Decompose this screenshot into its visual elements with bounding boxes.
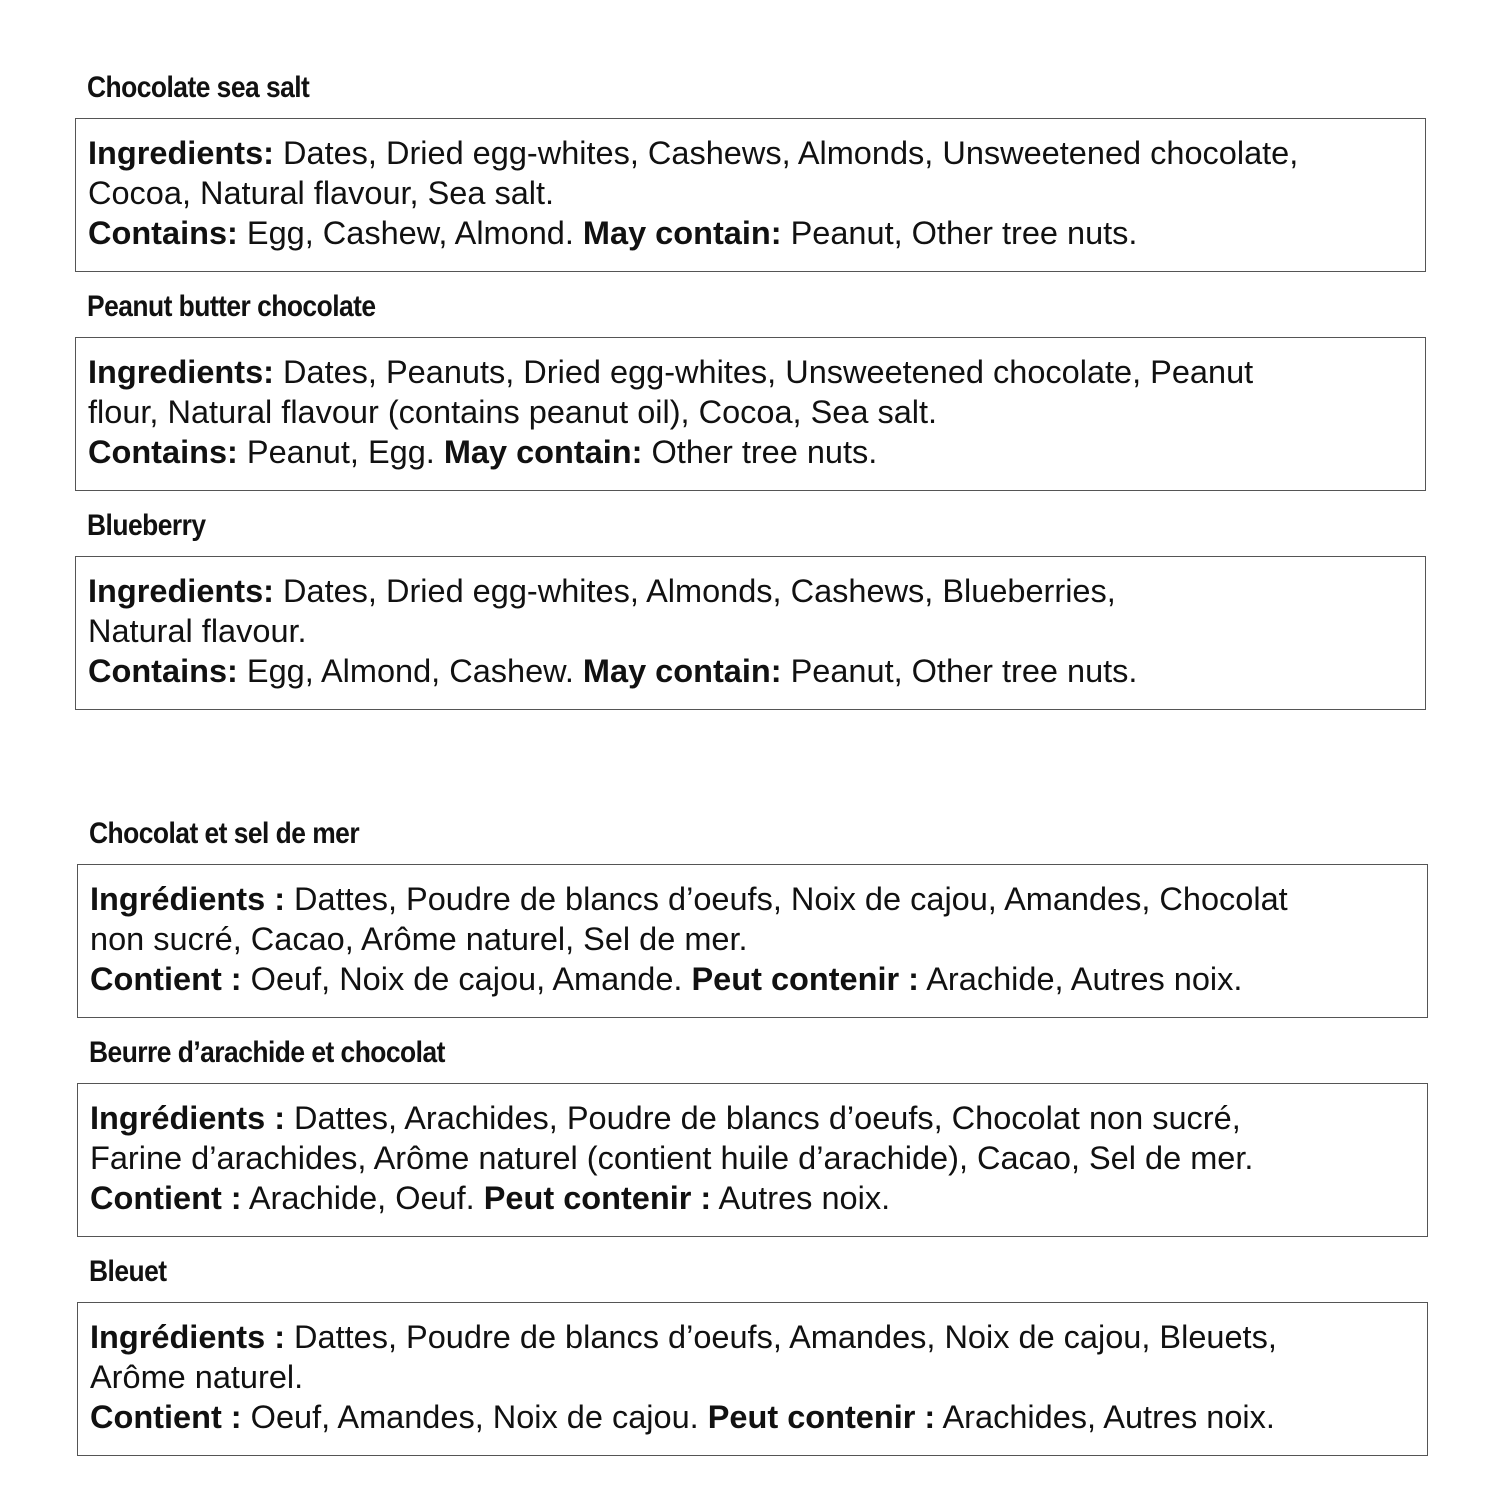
- ingredients-line: [90, 1098, 1415, 1138]
- ingredients-text: Dates, Peanuts, Dried egg-whites, Unsweetened chocolate, Peanut: [274, 354, 1254, 390]
- contains-text: Oeuf, Amandes, Noix de cajou.: [241, 1399, 708, 1435]
- ingredients-text: Dattes, Poudre de blancs d’oeufs, Amandes, Noix de cajou, Bleuets,: [285, 1319, 1277, 1355]
- may-contain-label: Peut contenir :: [483, 1180, 712, 1216]
- contains-text: Oeuf, Noix de cajou, Amande.: [241, 961, 692, 997]
- may-contain-text: Arachides, Autres noix.: [935, 1399, 1275, 1435]
- contains-text: Egg, Almond, Cashew.: [237, 653, 583, 689]
- product-title: Beurre d’arachide et chocolat: [89, 1036, 445, 1069]
- ingredients-line: [90, 879, 1415, 919]
- contains-label: Contient :: [90, 1399, 242, 1435]
- product-title: Bleuet: [89, 1255, 167, 1288]
- may-contain-label: May contain:: [443, 434, 643, 470]
- ingredients-line-continued: non sucré, Cacao, Arôme naturel, Sel de mer.: [90, 921, 748, 957]
- ingredients-box: [77, 1083, 1428, 1237]
- ingredients-line-continued: Cocoa, Natural flavour, Sea salt.: [88, 175, 555, 211]
- french-ingredients-section: [77, 816, 1428, 1473]
- allergen-line: [88, 213, 1413, 253]
- contains-text: Egg, Cashew, Almond.: [237, 215, 583, 251]
- ingredients-box: [75, 118, 1426, 272]
- contains-label: Contient :: [90, 1180, 242, 1216]
- ingredients-label: Ingredients:: [88, 573, 274, 609]
- contains-text: Peanut, Egg.: [237, 434, 444, 470]
- may-contain-text: Other tree nuts.: [642, 434, 878, 470]
- ingredients-label: Ingrédients :: [90, 881, 286, 917]
- product-title: Chocolate sea salt: [87, 71, 310, 104]
- contains-label: Contains:: [88, 215, 238, 251]
- ingredients-label: Ingrédients :: [90, 1319, 286, 1355]
- allergen-line: [90, 959, 1415, 999]
- ingredients-text: Dattes, Poudre de blancs d’oeufs, Noix de cajou, Amandes, Chocolat: [285, 881, 1288, 917]
- may-contain-label: Peut contenir :: [691, 961, 920, 997]
- may-contain-text: Peanut, Other tree nuts.: [781, 215, 1138, 251]
- allergen-line: [90, 1397, 1415, 1437]
- product-title: Peanut butter chocolate: [87, 290, 376, 323]
- ingredients-box: [75, 556, 1426, 710]
- ingredients-line-continued: Arôme naturel.: [90, 1359, 304, 1395]
- ingredients-box: [75, 337, 1426, 491]
- may-contain-text: Peanut, Other tree nuts.: [781, 653, 1138, 689]
- ingredients-text: Dates, Dried egg-whites, Almonds, Cashews, Blueberries,: [274, 573, 1116, 609]
- ingredients-line-continued: flour, Natural flavour (contains peanut oil), Cocoa, Sea salt.: [88, 394, 938, 430]
- ingredients-line: [88, 133, 1413, 173]
- ingredients-line: [90, 1317, 1415, 1357]
- may-contain-text: Arachide, Autres noix.: [919, 961, 1243, 997]
- product-title: Chocolat et sel de mer: [89, 817, 360, 850]
- allergen-line: [90, 1178, 1415, 1218]
- may-contain-text: Autres noix.: [711, 1180, 891, 1216]
- allergen-line: [88, 651, 1413, 691]
- ingredients-label: Ingredients:: [88, 354, 274, 390]
- ingredients-line-continued: Farine d’arachides, Arôme naturel (contient huile d’arachide), Cacao, Sel de mer.: [90, 1140, 1254, 1176]
- contains-label: Contient :: [90, 961, 242, 997]
- ingredients-label: Ingrédients :: [90, 1100, 286, 1136]
- may-contain-label: May contain:: [582, 215, 782, 251]
- ingredients-box: [77, 864, 1428, 1018]
- ingredients-text: Dates, Dried egg-whites, Cashews, Almonds, Unsweetened chocolate,: [274, 135, 1299, 171]
- ingredients-line: [88, 352, 1413, 392]
- contains-text: Arachide, Oeuf.: [241, 1180, 484, 1216]
- may-contain-label: May contain:: [582, 653, 782, 689]
- contains-label: Contains:: [88, 653, 238, 689]
- ingredients-label: Ingredients:: [88, 135, 274, 171]
- product-title: Blueberry: [87, 509, 206, 542]
- english-ingredients-section: [75, 70, 1426, 727]
- ingredients-text: Dattes, Arachides, Poudre de blancs d’oeufs, Chocolat non sucré,: [285, 1100, 1241, 1136]
- may-contain-label: Peut contenir :: [707, 1399, 936, 1435]
- ingredients-line-continued: Natural flavour.: [88, 613, 307, 649]
- contains-label: Contains:: [88, 434, 238, 470]
- allergen-line: [88, 432, 1413, 472]
- ingredients-box: [77, 1302, 1428, 1456]
- ingredients-line: [88, 571, 1413, 611]
